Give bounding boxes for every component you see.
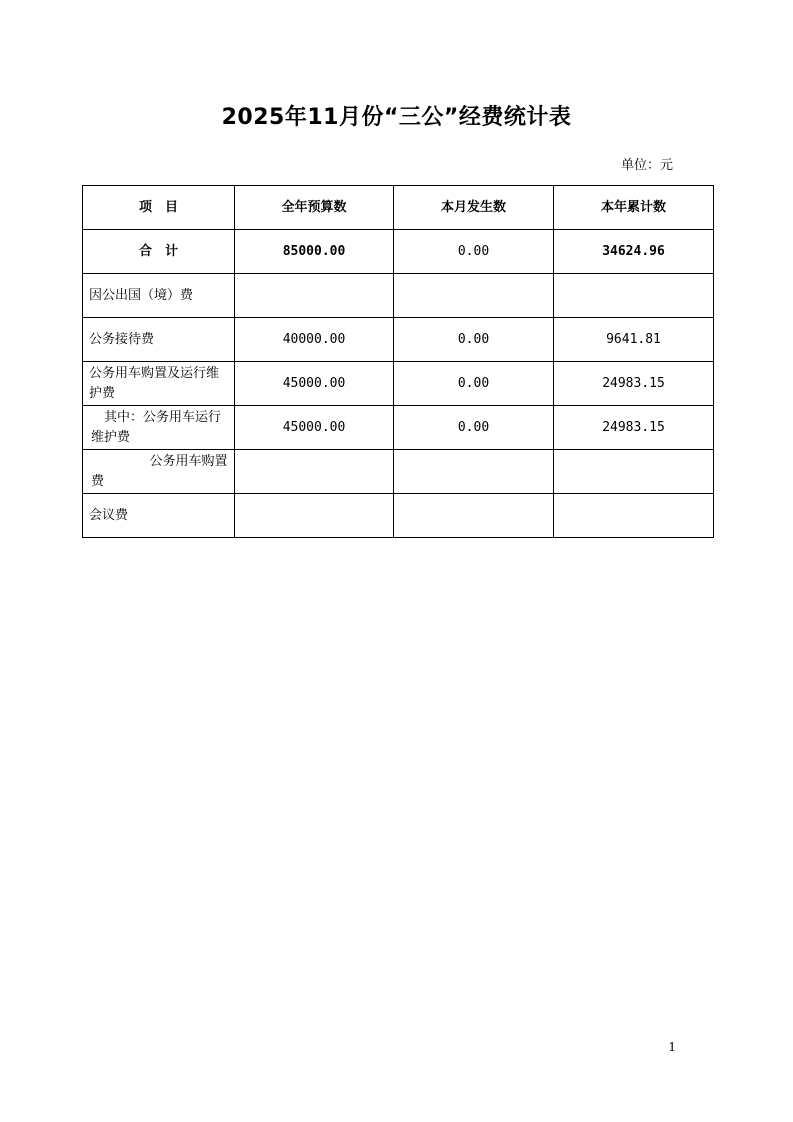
row-label: 因公出国（境）费 <box>83 274 235 318</box>
row-month: 0.00 <box>394 362 554 406</box>
table-row <box>83 406 714 450</box>
table-row <box>83 318 714 362</box>
row-label: 会议费 <box>83 494 235 538</box>
row-ytd <box>554 494 714 538</box>
row-budget: 40000.00 <box>235 318 394 362</box>
row-label: 公务接待费 <box>83 318 235 362</box>
unit-label: 单位：元 <box>620 158 673 173</box>
header-monthly-amount: 本月发生数 <box>394 186 554 230</box>
total-label: 合 计 <box>83 230 235 274</box>
row-budget <box>235 274 394 318</box>
row-budget: 45000.00 <box>235 406 394 450</box>
row-budget <box>235 494 394 538</box>
row-label: 公务用车购置及运行维护费 <box>83 362 235 406</box>
row-ytd <box>554 274 714 318</box>
total-row <box>83 230 714 274</box>
row-month: 0.00 <box>394 318 554 362</box>
row-ytd: 9641.81 <box>554 318 714 362</box>
row-ytd: 24983.15 <box>554 362 714 406</box>
table-header-row <box>83 186 714 230</box>
table-row <box>83 450 714 494</box>
row-month <box>394 450 554 494</box>
row-label: 其中：公务用车运行维护费 <box>83 406 235 450</box>
table-row <box>83 362 714 406</box>
row-budget <box>235 450 394 494</box>
table-row <box>83 274 714 318</box>
total-ytd: 34624.96 <box>554 230 714 274</box>
row-label: 公务用车购置费 <box>83 450 235 494</box>
expense-table <box>82 185 714 538</box>
header-item: 项 目 <box>83 186 235 230</box>
total-budget: 85000.00 <box>235 230 394 274</box>
row-budget: 45000.00 <box>235 362 394 406</box>
total-month: 0.00 <box>394 230 554 274</box>
row-month: 0.00 <box>394 406 554 450</box>
row-ytd <box>554 450 714 494</box>
table-row <box>83 494 714 538</box>
page-number: 1 <box>668 1040 676 1054</box>
row-month <box>394 494 554 538</box>
header-ytd-amount: 本年累计数 <box>554 186 714 230</box>
row-ytd: 24983.15 <box>554 406 714 450</box>
document-title: 2025年11月份“三公”经费统计表 <box>221 105 572 130</box>
header-annual-budget: 全年预算数 <box>235 186 394 230</box>
row-month <box>394 274 554 318</box>
